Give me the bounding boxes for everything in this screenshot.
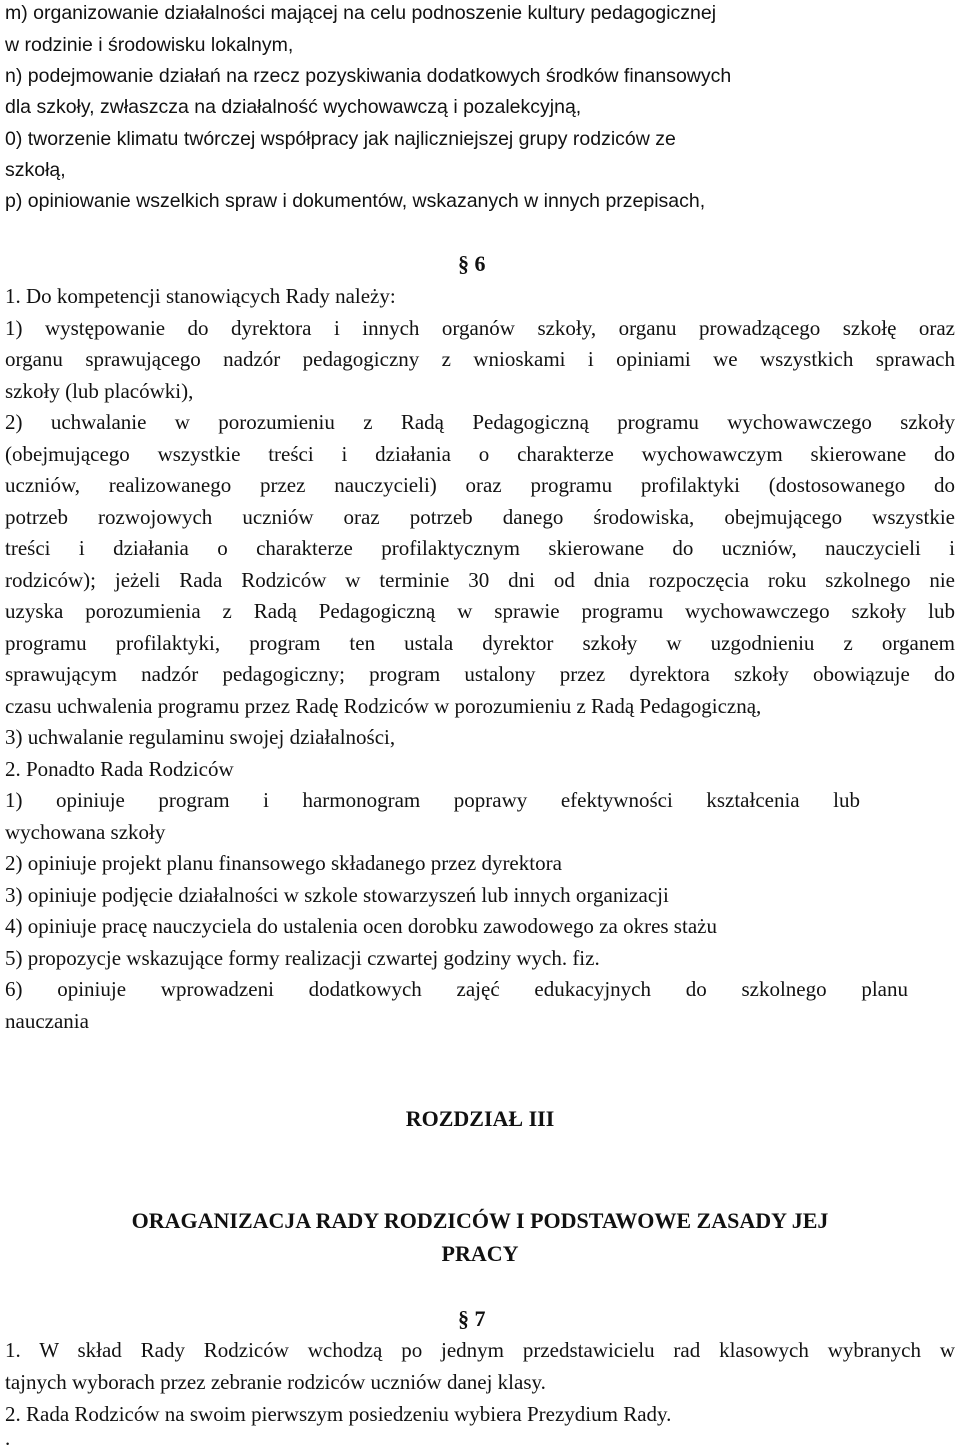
list-item-n-line2: dla szkoły, zwłaszcza na działalność wychowawczą i pozalekcyjną, [5,96,582,118]
section-6-line: 4) opiniuje pracę nauczyciela do ustalenia ocen dorobku zawodowego za okres stażu [5,914,717,938]
chapter-subtitle-line2: PRACY [441,1241,519,1266]
list-item-n-line1: n) podejmowanie działań na rzecz pozyskiwania dodatkowych środków finansowych [5,65,732,87]
section-6-line: rodziców); jeżeli Rada Rodziców w terminie 30 dni od dnia rozpoczęcia roku szkolnego nie [5,568,955,592]
section-6-line: 2) uchwalanie w porozumieniu z Radą Pedagogiczną programu wychowawczego szkoły [5,410,955,434]
section-6-line: 3) opiniuje podjęcie działalności w szkole stowarzyszeń lub innych organizacji [5,883,669,907]
section-6-line: czasu uchwalenia programu przez Radę Rodziców w porozumieniu z Radą Pedagogiczną, [5,694,762,718]
list-item-p-line1: p) opiniowanie wszelkich spraw i dokumentów, wskazanych w innych przepisach, [5,190,706,212]
section-6-line: szkoły (lub placówki), [5,379,194,403]
section-6-line: 2. Ponadto Rada Rodziców [5,757,234,781]
chapter-subtitle-line1: ORAGANIZACJA RADY RODZICÓW I PODSTAWOWE ZASADY JEJ [131,1208,829,1233]
section-6-line: programu profilaktyki, program ten ustala dyrektor szkoły w uzgodnieniu z organem [5,631,955,655]
section-6-line: uzyska porozumienia z Radą Pedagogiczną w sprawie programu wychowawczego szkoły lub [5,599,955,623]
section-6-line: (obejmującego wszystkie treści i działania o charakterze wychowawczym skierowane do [5,442,955,466]
list-item-o-line1: 0) tworzenie klimatu twórczej współpracy jak najliczniejszej grupy rodziców ze [5,128,676,150]
section-6-line: treści i działania o charakterze profilaktycznym skierowane do uczniów, nauczycieli i [5,536,955,560]
section-6-line: 3) uchwalanie regulaminu swojej działalności, [5,725,396,749]
list-item-m-line1: m) organizowanie działalności mającej na celu podnoszenie kultury pedagogicznej [5,2,717,24]
chapter-title: ROZDZIAŁ III [405,1106,555,1131]
section-6-line: nauczania [5,1009,89,1033]
section-6-line: wychowana szkoły [5,820,166,844]
section-6-mark: § 6 [458,251,486,276]
section-6-line: 1) opiniuje program i harmonogram poprawy efektywności kształcenia lub [5,788,860,812]
section-6-line: potrzeb rozwojowych uczniów oraz potrzeb danego środowiska, obejmującego wszystkie [5,505,955,529]
section-6-intro: 1. Do kompetencji stanowiących Rady należy: [5,284,396,308]
section-6-line: uczniów, realizowanego przez nauczycieli) oraz programu profilaktyki (dostosowanego do [5,473,955,497]
section-7-line: . [5,1426,11,1450]
list-item-m-line2: w rodzinie i środowisku lokalnym, [5,34,294,56]
section-6-line: 2) opiniuje projekt planu finansowego składanego przez dyrektora [5,851,562,875]
section-6-line: organu sprawującego nadzór pedagogiczny z wnioskami i opiniami we wszystkich sprawach [5,347,955,371]
section-6-line: sprawującym nadzór pedagogiczny; program ustalony przez dyrektora szkoły obowiązuje do [5,662,955,686]
section-7-line: 1. W skład Rady Rodziców wchodzą po jednym przedstawicielu rad klasowych wybranych w [5,1338,955,1362]
section-7-line: tajnych wyborach przez zebranie rodziców uczniów danej klasy. [5,1370,546,1394]
section-7-line: 2. Rada Rodziców na swoim pierwszym posiedzeniu wybiera Prezydium Rady. [5,1402,672,1426]
section-6-line: 1) występowanie do dyrektora i innych organów szkoły, organu prowadzącego szkołę oraz [5,316,955,340]
section-6-line: 6) opiniuje wprowadzeni dodatkowych zajęć edukacyjnych do szkolnego planu [5,977,908,1001]
list-item-o-line2: szkołą, [5,159,66,181]
section-6-line: 5) propozycje wskazujące formy realizacji czwartej godziny wych. fiz. [5,946,600,970]
section-7-mark: § 7 [458,1306,486,1331]
